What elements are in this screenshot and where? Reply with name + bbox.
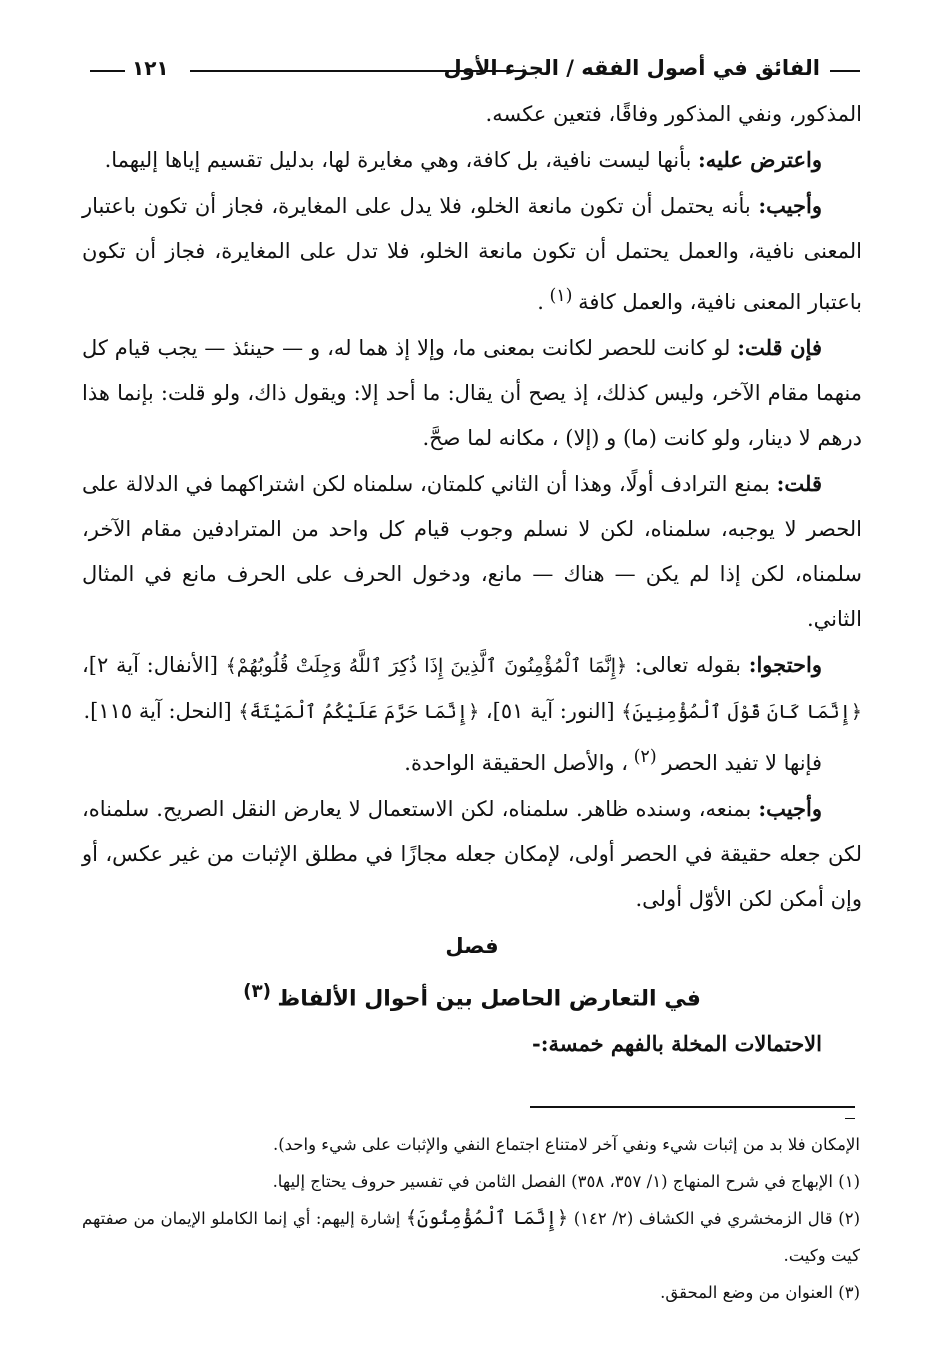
paragraph-text: لو كانت للحصر لكانت بمعنى ما، وإلا إذ هما له، و — حينئذ — يجب قيام كل منهما مقام الآخر، وليس كذلك، إذ يصح أن يقال: ما أحد إلا: ويقول ذاك، ولو قلت: بإنما هذا درهم لا دينار، ولو كانت (ما) و (إلا) ، مكانه لما صحَّ.	[82, 336, 862, 450]
paragraph-question	[82, 325, 862, 461]
section-title	[82, 970, 862, 1021]
subheading: الاحتمالات المخلة بالفهم خمسة:-	[532, 1031, 822, 1057]
footnote-separator-mark	[845, 1118, 855, 1119]
footnote-verse: ﴿إِنَّمَا ٱلْمُؤْمِنُونَ﴾	[405, 1207, 569, 1229]
header-rule-left	[90, 70, 125, 72]
footnote-ref-3: (٣)	[243, 981, 278, 1002]
paragraph-reply	[82, 461, 862, 642]
paragraph-end: .	[537, 290, 544, 314]
footnote-ref-1: (١)	[543, 286, 579, 306]
footnote-2	[82, 1200, 860, 1274]
paragraph-text: بأنها ليست نافية، بل كافة، وهي مغايرة لها، بدليل تقسيم إياها إليهما.	[104, 148, 699, 172]
header-rule-right	[830, 70, 860, 72]
paragraph-label: واحتجوا:	[748, 652, 822, 677]
paragraph-text: بأنه يحتمل أن تكون مانعة الخلو، فلا يدل على المغايرة، فجاز أن تكون باعتبار المعنى نافية، والعمل يحتمل أن تكون مانعة الخلو، فلا تدل على المغايرة، فجاز أن تكون باعتبار المعنى نافية، والعمل كافة	[82, 194, 862, 314]
quran-verse-3: ﴿إِنَّمَا حَرَّمَ عَلَيْكُمُ ٱلْمَيْتَةَ﴾	[238, 701, 480, 723]
paragraph-text: بمنع الترادف أولًا، وهذا أن الثاني كلمتان، سلمناه لكن اشتراكهما في الدلالة على الحصر لا يوجبه، سلمناه، لكن لا نسلم وجوب قيام كل واحد من المترادفين مقام الآخر، سلمناه، لكن إذا لم يكن — هناك — مانع، ودخول الحرف على الحرف مانع في المثال الثاني.	[82, 472, 863, 631]
paragraph-text: فإنها لا تفيد الحصر	[662, 751, 822, 775]
running-header	[90, 50, 860, 86]
section-heading: فصل	[445, 934, 499, 958]
header-rule-middle	[190, 70, 525, 72]
footnote-continuation: الإمكان فلا بد من إثبات شيء ونفي آخر لامتناع اجتماع النفي والإثبات على شيء واحد).	[272, 1135, 860, 1154]
paragraph-argument	[82, 642, 862, 735]
paragraph-label: وأجيب:	[758, 796, 822, 821]
footnote-1: (١) الإبهاج في شرح المنهاج (١/ ٣٥٧، ٣٥٨) الفصل الثامن في تفسير حروف يحتاج إليها.	[272, 1172, 860, 1191]
main-text	[82, 92, 862, 1067]
paragraph-label: قلت:	[776, 471, 822, 496]
paragraph-answer	[82, 183, 862, 325]
footnote-3: (٣) العنوان من وضع المحقق.	[660, 1283, 860, 1302]
footnote-text: (٢) قال الزمخشري في الكشاف (٢/ ١٤٢)	[568, 1209, 860, 1228]
paragraph-text: بمنعه، وسنده ظاهر. سلمناه، لكن الاستعمال لا يعارض النقل الصريح. سلمناه، لكن جعله حقيقة في الحصر أولى، لإمكان جعله مجازًا في مطلق الإثبات من غير عكس، أو وإن أمكن لكن الأوّل أولى.	[82, 797, 862, 911]
section-title-text: في التعارض الحاصل بين أحوال الألفاظ	[277, 986, 701, 1012]
footnote-ref-2: (٢)	[628, 747, 663, 767]
paragraph-answer-2	[82, 786, 862, 922]
paragraph-text: بقوله تعالى:	[627, 653, 749, 677]
quran-verse-1: ﴿إِنَّمَا ٱلْمُؤْمِنُونَ ٱلَّذِينَ إِذَا ذُكِرَ ٱللَّهُ وَجِلَتْ قُلُوبُهُمْ﴾	[225, 655, 628, 677]
footnotes	[82, 1126, 860, 1311]
verse-reference-3: [النحل: آية ١١٥].	[83, 699, 239, 723]
paragraph-continuation	[82, 92, 862, 137]
paragraph-conclusion	[82, 735, 862, 786]
paragraph-label: واعترض عليه:	[698, 147, 822, 172]
footnote-text: إشارة إليهم: أي إنما الكاملو الإيمان من صفتهم كيت وكيت.	[82, 1209, 860, 1265]
footnote-separator	[530, 1106, 855, 1108]
quran-verse-2: ﴿إِنَّمَا كَانَ قَوْلَ ٱلْمُؤْمِنِينَ﴾	[621, 701, 862, 723]
paragraph-label: وأجيب:	[758, 193, 822, 218]
paragraph-objection	[82, 137, 862, 183]
header-title: الفائق في أصول الفقه / الجزء الأول	[443, 56, 820, 80]
verse-reference-1: [الأنفال: آية ٢]،	[82, 653, 226, 677]
paragraph-text: المذكور، ونفي المذكور وفاقًا، فتعين عكسه.	[485, 102, 862, 126]
paragraph-end: ، والأصل الحقيقة الواحدة.	[404, 751, 629, 775]
page-number: ١٢١	[132, 56, 169, 80]
paragraph-label: فإن قلت:	[737, 335, 822, 360]
verse-reference-2: [النور: آية ٥١]،	[479, 699, 622, 723]
